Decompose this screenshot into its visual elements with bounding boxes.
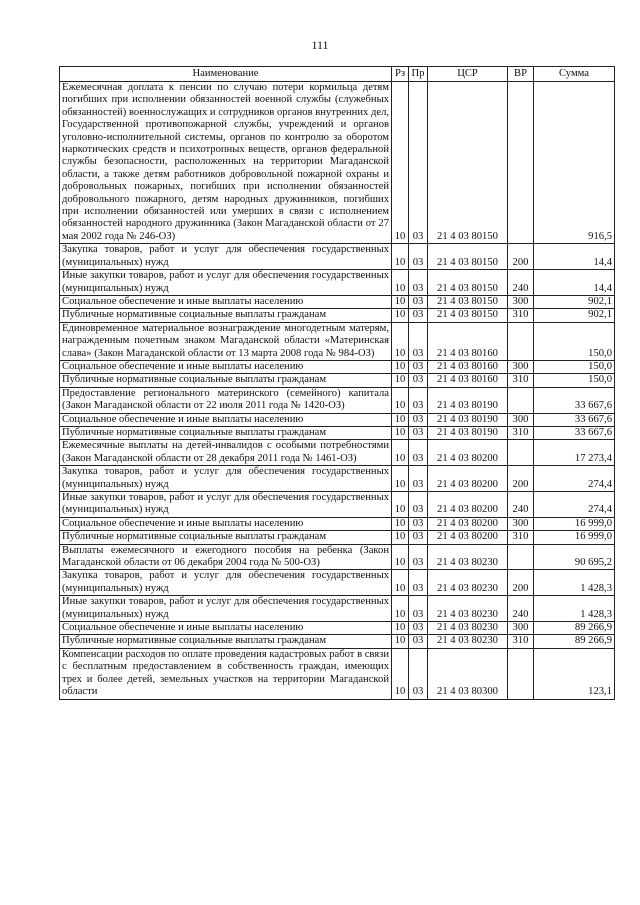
cell-name: Социальное обеспечение и иные выплаты населению [60, 413, 392, 426]
cell-csr: 21 4 03 80150 [428, 270, 508, 296]
cell-vr: 200 [508, 570, 534, 596]
cell-pr: 03 [409, 466, 428, 492]
cell-pr: 03 [409, 360, 428, 373]
cell-name: Публичные нормативные социальные выплаты гражданам [60, 426, 392, 439]
cell-csr: 21 4 03 80200 [428, 492, 508, 518]
cell-sum: 33 667,6 [534, 387, 615, 413]
cell-csr: 21 4 03 80230 [428, 635, 508, 648]
cell-vr: 240 [508, 270, 534, 296]
header-vr: ВР [508, 67, 534, 82]
cell-sum: 1 428,3 [534, 596, 615, 622]
cell-sum: 1 428,3 [534, 570, 615, 596]
cell-rz: 10 [392, 387, 409, 413]
table-row [60, 570, 615, 596]
cell-name: Компенсации расходов по оплате проведения кадастровых работ в связи с бесплатным предоставлением в собственность граждан, имеющих трех и более детей, земельных участков на территории Магаданской области [60, 648, 392, 699]
cell-name: Социальное обеспечение и иные выплаты населению [60, 360, 392, 373]
cell-rz: 10 [392, 426, 409, 439]
cell-sum: 150,0 [534, 374, 615, 387]
cell-rz: 10 [392, 544, 409, 570]
cell-csr: 21 4 03 80150 [428, 309, 508, 322]
cell-pr: 03 [409, 544, 428, 570]
cell-rz: 10 [392, 82, 409, 244]
cell-csr: 21 4 03 80160 [428, 374, 508, 387]
table-row [60, 413, 615, 426]
cell-vr: 300 [508, 360, 534, 373]
cell-sum: 89 266,9 [534, 635, 615, 648]
cell-rz: 10 [392, 517, 409, 530]
cell-sum: 123,1 [534, 648, 615, 699]
cell-pr: 03 [409, 322, 428, 360]
header-sum: Сумма [534, 67, 615, 82]
cell-sum: 33 667,6 [534, 426, 615, 439]
cell-name: Иные закупки товаров, работ и услуг для обеспечения государственных (муниципальных) нужд [60, 596, 392, 622]
cell-vr: 300 [508, 413, 534, 426]
cell-sum: 274,4 [534, 466, 615, 492]
cell-sum: 902,1 [534, 309, 615, 322]
cell-vr: 310 [508, 309, 534, 322]
cell-pr: 03 [409, 387, 428, 413]
cell-sum: 33 667,6 [534, 413, 615, 426]
cell-rz: 10 [392, 374, 409, 387]
cell-vr: 310 [508, 374, 534, 387]
cell-sum: 150,0 [534, 360, 615, 373]
cell-rz: 10 [392, 648, 409, 699]
cell-sum: 916,5 [534, 82, 615, 244]
cell-vr [508, 82, 534, 244]
cell-csr: 21 4 03 80190 [428, 413, 508, 426]
cell-name: Предоставление регионального материнского (семейного) капитала (Закон Магаданской области от 22 июля 2011 года № 1420-ОЗ) [60, 387, 392, 413]
cell-rz: 10 [392, 570, 409, 596]
cell-sum: 17 273,4 [534, 440, 615, 466]
table-row [60, 544, 615, 570]
cell-pr: 03 [409, 374, 428, 387]
header-pr: Пр [409, 67, 428, 82]
cell-pr: 03 [409, 295, 428, 308]
cell-vr: 310 [508, 635, 534, 648]
cell-name: Социальное обеспечение и иные выплаты населению [60, 622, 392, 635]
cell-csr: 21 4 03 80200 [428, 466, 508, 492]
table-row [60, 244, 615, 270]
cell-csr: 21 4 03 80230 [428, 596, 508, 622]
cell-rz: 10 [392, 622, 409, 635]
cell-name: Социальное обеспечение и иные выплаты населению [60, 517, 392, 530]
header-csr: ЦСР [428, 67, 508, 82]
table-row [60, 596, 615, 622]
cell-pr: 03 [409, 426, 428, 439]
budget-table [59, 66, 615, 700]
cell-rz: 10 [392, 492, 409, 518]
table-row [60, 635, 615, 648]
cell-sum: 16 999,0 [534, 531, 615, 544]
table-row [60, 426, 615, 439]
cell-csr: 21 4 03 80150 [428, 244, 508, 270]
cell-name: Ежемесячная доплата к пенсии по случаю потери кормильца детям погибших при исполнении обязанностей военной службы (служебных обязанностей) военнослужащих и сотрудников органов внутренних дел, Государственной противопожарной службы, учреждений и органов уголовно-исполнительной системы, органов по контролю за оборотом наркотических средств и психотропных веществ, органов федеральной службы безопасности, расположенных на территории Магаданской области, а также детям работников добровольной пожарной охраны и добровольных пожарных, погибших при исполнении обязанностей добровольного пожарного, детям народных дружинников, погибших при исполнении обязанностей или умерших в связи с исполнением обязанностей народного дружинника (Закон Магаданской области от 27 мая 2002 года № 246-ОЗ) [60, 82, 392, 244]
cell-name: Ежемесячные выплаты на детей-инвалидов с особыми потребностями (Закон Магаданской области от 28 декабря 2011 года № 1461-ОЗ) [60, 440, 392, 466]
cell-pr: 03 [409, 270, 428, 296]
cell-sum: 89 266,9 [534, 622, 615, 635]
cell-csr: 21 4 03 80200 [428, 440, 508, 466]
cell-pr: 03 [409, 570, 428, 596]
cell-rz: 10 [392, 309, 409, 322]
table-row [60, 440, 615, 466]
page-number: 111 [311, 38, 329, 52]
cell-csr: 21 4 03 80190 [428, 387, 508, 413]
cell-name: Иные закупки товаров, работ и услуг для обеспечения государственных (муниципальных) нужд [60, 270, 392, 296]
cell-vr [508, 387, 534, 413]
table-row [60, 622, 615, 635]
table-row [60, 387, 615, 413]
table-row [60, 322, 615, 360]
cell-rz: 10 [392, 270, 409, 296]
cell-csr: 21 4 03 80200 [428, 517, 508, 530]
table-row [60, 492, 615, 518]
cell-sum: 902,1 [534, 295, 615, 308]
cell-name: Единовременное материальное вознаграждение многодетным матерям, награжденным почетным знаком Магаданской области «Материнская слава» (Закон Магаданской области от 13 марта 2008 года № 984-ОЗ) [60, 322, 392, 360]
cell-vr: 300 [508, 622, 534, 635]
cell-rz: 10 [392, 531, 409, 544]
cell-csr: 21 4 03 80230 [428, 544, 508, 570]
cell-rz: 10 [392, 295, 409, 308]
cell-vr [508, 440, 534, 466]
cell-vr: 300 [508, 517, 534, 530]
cell-pr: 03 [409, 492, 428, 518]
cell-csr: 21 4 03 80190 [428, 426, 508, 439]
cell-vr [508, 322, 534, 360]
cell-rz: 10 [392, 322, 409, 360]
cell-sum: 14,4 [534, 270, 615, 296]
cell-sum: 150,0 [534, 322, 615, 360]
cell-pr: 03 [409, 531, 428, 544]
table-row [60, 360, 615, 373]
cell-name: Выплаты ежемесячного и ежегодного пособия на ребенка (Закон Магаданской области от 06 декабря 2004 года № 500-ОЗ) [60, 544, 392, 570]
cell-csr: 21 4 03 80150 [428, 295, 508, 308]
cell-pr: 03 [409, 413, 428, 426]
cell-pr: 03 [409, 622, 428, 635]
cell-vr: 310 [508, 531, 534, 544]
table-row [60, 309, 615, 322]
cell-sum: 90 695,2 [534, 544, 615, 570]
table-row [60, 648, 615, 699]
cell-name: Публичные нормативные социальные выплаты гражданам [60, 309, 392, 322]
cell-csr: 21 4 03 80150 [428, 82, 508, 244]
cell-pr: 03 [409, 635, 428, 648]
cell-rz: 10 [392, 360, 409, 373]
cell-name: Закупка товаров, работ и услуг для обеспечения государственных (муниципальных) нужд [60, 244, 392, 270]
cell-name: Публичные нормативные социальные выплаты гражданам [60, 635, 392, 648]
cell-vr [508, 544, 534, 570]
cell-csr: 21 4 03 80300 [428, 648, 508, 699]
cell-sum: 14,4 [534, 244, 615, 270]
table-row [60, 270, 615, 296]
cell-csr: 21 4 03 80230 [428, 622, 508, 635]
cell-rz: 10 [392, 440, 409, 466]
table-row [60, 82, 615, 244]
cell-csr: 21 4 03 80160 [428, 360, 508, 373]
table-row [60, 517, 615, 530]
cell-pr: 03 [409, 648, 428, 699]
cell-vr: 200 [508, 244, 534, 270]
cell-pr: 03 [409, 309, 428, 322]
cell-vr: 300 [508, 295, 534, 308]
header-name: Наименование [60, 67, 392, 82]
cell-vr [508, 648, 534, 699]
header-rz: Рз [392, 67, 409, 82]
cell-pr: 03 [409, 244, 428, 270]
cell-name: Публичные нормативные социальные выплаты гражданам [60, 531, 392, 544]
cell-vr: 310 [508, 426, 534, 439]
cell-rz: 10 [392, 635, 409, 648]
cell-name: Иные закупки товаров, работ и услуг для обеспечения государственных (муниципальных) нужд [60, 492, 392, 518]
cell-vr: 240 [508, 492, 534, 518]
cell-rz: 10 [392, 244, 409, 270]
cell-sum: 274,4 [534, 492, 615, 518]
cell-vr: 200 [508, 466, 534, 492]
table-row [60, 531, 615, 544]
table-row [60, 374, 615, 387]
cell-vr: 240 [508, 596, 534, 622]
cell-pr: 03 [409, 596, 428, 622]
cell-rz: 10 [392, 596, 409, 622]
cell-pr: 03 [409, 517, 428, 530]
cell-csr: 21 4 03 80200 [428, 531, 508, 544]
cell-name: Публичные нормативные социальные выплаты гражданам [60, 374, 392, 387]
cell-pr: 03 [409, 82, 428, 244]
cell-csr: 21 4 03 80160 [428, 322, 508, 360]
cell-name: Социальное обеспечение и иные выплаты населению [60, 295, 392, 308]
cell-rz: 10 [392, 466, 409, 492]
table-header-row [60, 67, 615, 82]
cell-pr: 03 [409, 440, 428, 466]
cell-csr: 21 4 03 80230 [428, 570, 508, 596]
cell-name: Закупка товаров, работ и услуг для обеспечения государственных (муниципальных) нужд [60, 570, 392, 596]
cell-rz: 10 [392, 413, 409, 426]
table-row [60, 295, 615, 308]
cell-name: Закупка товаров, работ и услуг для обеспечения государственных (муниципальных) нужд [60, 466, 392, 492]
cell-sum: 16 999,0 [534, 517, 615, 530]
table-row [60, 466, 615, 492]
